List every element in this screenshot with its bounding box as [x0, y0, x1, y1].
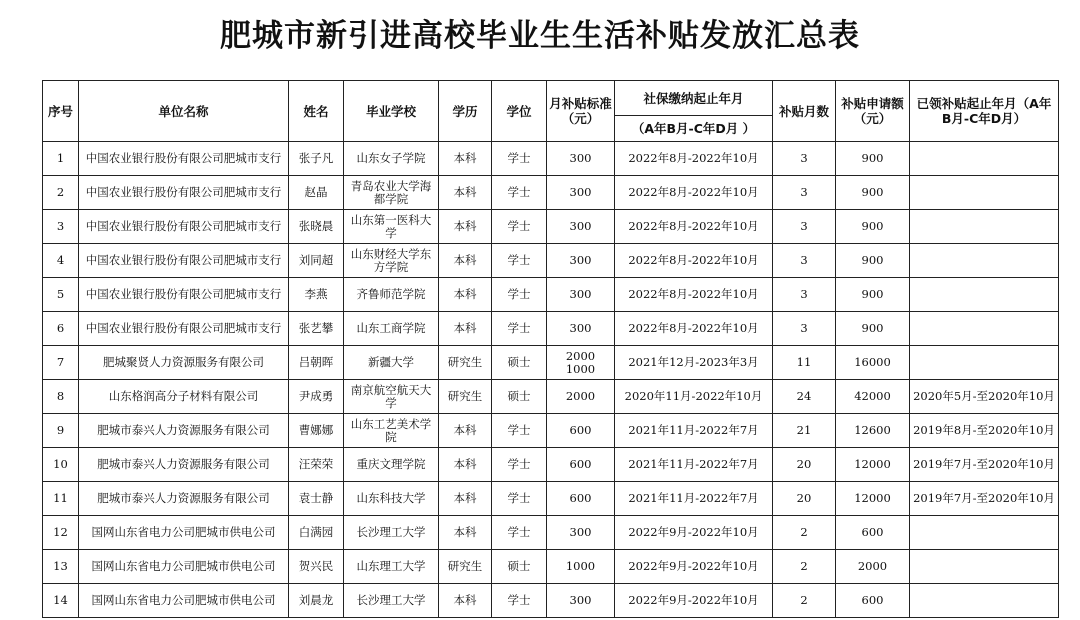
cell-school: 山东科技大学 — [344, 482, 439, 516]
cell-unit-name: 中国农业银行股份有限公司肥城市支行 — [79, 176, 289, 210]
cell-degree: 学士 — [492, 142, 547, 176]
cell-social-period: 2021年12月-2023年3月 — [615, 346, 773, 380]
cell-unit-name: 中国农业银行股份有限公司肥城市支行 — [79, 278, 289, 312]
cell-degree: 学士 — [492, 210, 547, 244]
cell-seq: 13 — [43, 550, 79, 584]
cell-education: 本科 — [439, 312, 492, 346]
cell-amount: 900 — [836, 312, 910, 346]
cell-months: 2 — [773, 516, 836, 550]
cell-education: 研究生 — [439, 550, 492, 584]
cell-social-period: 2021年11月-2022年7月 — [615, 482, 773, 516]
table-row — [43, 142, 1059, 176]
table-row — [43, 414, 1059, 448]
header-name: 姓名 — [289, 81, 344, 142]
cell-monthly-standard: 1000 — [547, 550, 615, 584]
cell-social-period: 2020年11月-2022年10月 — [615, 380, 773, 414]
cell-received-period: 2019年8月-至2020年10月 — [910, 414, 1059, 448]
cell-seq: 14 — [43, 584, 79, 618]
cell-school: 长沙理工大学 — [344, 516, 439, 550]
cell-months: 3 — [773, 244, 836, 278]
cell-school: 山东女子学院 — [344, 142, 439, 176]
cell-person-name: 吕朝晖 — [289, 346, 344, 380]
cell-degree: 硕士 — [492, 380, 547, 414]
table-row — [43, 244, 1059, 278]
cell-education: 本科 — [439, 210, 492, 244]
table-row — [43, 210, 1059, 244]
cell-seq: 12 — [43, 516, 79, 550]
cell-unit-name: 肥城聚贤人力资源服务有限公司 — [79, 346, 289, 380]
cell-received-period — [910, 346, 1059, 380]
cell-seq: 11 — [43, 482, 79, 516]
cell-amount: 12000 — [836, 482, 910, 516]
cell-unit-name: 中国农业银行股份有限公司肥城市支行 — [79, 142, 289, 176]
table-row — [43, 380, 1059, 414]
cell-unit-name: 肥城市泰兴人力资源服务有限公司 — [79, 482, 289, 516]
cell-seq: 10 — [43, 448, 79, 482]
cell-education: 研究生 — [439, 346, 492, 380]
cell-social-period: 2022年9月-2022年10月 — [615, 550, 773, 584]
page-title: 肥城市新引进高校毕业生生活补贴发放汇总表 — [220, 18, 860, 54]
header-seq: 序号 — [43, 81, 79, 142]
cell-months: 3 — [773, 210, 836, 244]
cell-education: 本科 — [439, 278, 492, 312]
cell-received-period — [910, 278, 1059, 312]
table-row — [43, 278, 1059, 312]
cell-amount: 900 — [836, 278, 910, 312]
table-row — [43, 176, 1059, 210]
cell-degree: 硕士 — [492, 550, 547, 584]
cell-person-name: 张子凡 — [289, 142, 344, 176]
cell-amount: 900 — [836, 210, 910, 244]
cell-monthly-standard: 300 — [547, 142, 615, 176]
cell-unit-name: 国网山东省电力公司肥城市供电公司 — [79, 516, 289, 550]
cell-monthly-standard: 300 — [547, 516, 615, 550]
cell-degree: 学士 — [492, 482, 547, 516]
cell-received-period — [910, 516, 1059, 550]
cell-person-name: 李燕 — [289, 278, 344, 312]
cell-person-name: 曹娜娜 — [289, 414, 344, 448]
cell-months: 20 — [773, 482, 836, 516]
cell-unit-name: 肥城市泰兴人力资源服务有限公司 — [79, 414, 289, 448]
cell-degree: 学士 — [492, 278, 547, 312]
header-amount: 补贴申请额（元） — [836, 81, 910, 142]
cell-school: 山东财经大学东方学院 — [344, 244, 439, 278]
cell-school: 重庆文理学院 — [344, 448, 439, 482]
cell-unit-name: 中国农业银行股份有限公司肥城市支行 — [79, 210, 289, 244]
header-standard: 月补贴标准（元） — [547, 81, 615, 142]
cell-school: 青岛农业大学海都学院 — [344, 176, 439, 210]
table-row — [43, 516, 1059, 550]
cell-education: 本科 — [439, 448, 492, 482]
cell-unit-name: 中国农业银行股份有限公司肥城市支行 — [79, 244, 289, 278]
table-row — [43, 448, 1059, 482]
header-social-format: （A年B月-C年D月 ） — [615, 116, 773, 142]
cell-social-period: 2022年9月-2022年10月 — [615, 584, 773, 618]
cell-education: 本科 — [439, 244, 492, 278]
subsidy-table — [42, 80, 1059, 618]
cell-unit-name: 中国农业银行股份有限公司肥城市支行 — [79, 312, 289, 346]
cell-monthly-standard: 600 — [547, 482, 615, 516]
cell-unit-name: 国网山东省电力公司肥城市供电公司 — [79, 584, 289, 618]
cell-person-name: 赵晶 — [289, 176, 344, 210]
cell-unit-name: 山东格润高分子材料有限公司 — [79, 380, 289, 414]
cell-amount: 12600 — [836, 414, 910, 448]
cell-social-period: 2021年11月-2022年7月 — [615, 448, 773, 482]
cell-amount: 900 — [836, 176, 910, 210]
cell-person-name: 张艺攀 — [289, 312, 344, 346]
cell-months: 2 — [773, 584, 836, 618]
cell-months: 21 — [773, 414, 836, 448]
cell-degree: 学士 — [492, 516, 547, 550]
cell-person-name: 贺兴民 — [289, 550, 344, 584]
cell-degree: 学士 — [492, 414, 547, 448]
header-received: 已领补贴起止年月（A年B月-C年D月） — [910, 81, 1059, 142]
cell-seq: 3 — [43, 210, 79, 244]
cell-received-period — [910, 142, 1059, 176]
cell-degree: 学士 — [492, 244, 547, 278]
cell-months: 11 — [773, 346, 836, 380]
cell-monthly-standard: 300 — [547, 278, 615, 312]
cell-monthly-standard: 300 — [547, 312, 615, 346]
table-row — [43, 482, 1059, 516]
cell-received-period — [910, 210, 1059, 244]
header-school: 毕业学校 — [344, 81, 439, 142]
cell-seq: 5 — [43, 278, 79, 312]
cell-months: 3 — [773, 176, 836, 210]
cell-education: 本科 — [439, 584, 492, 618]
cell-degree: 学士 — [492, 448, 547, 482]
cell-monthly-standard: 600 — [547, 448, 615, 482]
cell-social-period: 2022年9月-2022年10月 — [615, 516, 773, 550]
cell-monthly-standard: 300 — [547, 176, 615, 210]
cell-school: 山东工商学院 — [344, 312, 439, 346]
cell-received-period: 2019年7月-至2020年10月 — [910, 448, 1059, 482]
cell-amount: 900 — [836, 142, 910, 176]
cell-received-period — [910, 176, 1059, 210]
cell-school: 新疆大学 — [344, 346, 439, 380]
header-unit: 单位名称 — [79, 81, 289, 142]
cell-unit-name: 肥城市泰兴人力资源服务有限公司 — [79, 448, 289, 482]
cell-monthly-standard: 2000 — [547, 380, 615, 414]
cell-degree: 学士 — [492, 312, 547, 346]
cell-months: 3 — [773, 278, 836, 312]
cell-person-name: 白满园 — [289, 516, 344, 550]
cell-education: 研究生 — [439, 380, 492, 414]
cell-person-name: 尹成勇 — [289, 380, 344, 414]
cell-seq: 8 — [43, 380, 79, 414]
cell-social-period: 2022年8月-2022年10月 — [615, 142, 773, 176]
cell-degree: 学士 — [492, 176, 547, 210]
cell-unit-name: 国网山东省电力公司肥城市供电公司 — [79, 550, 289, 584]
cell-social-period: 2022年8月-2022年10月 — [615, 176, 773, 210]
cell-seq: 7 — [43, 346, 79, 380]
cell-received-period: 2019年7月-至2020年10月 — [910, 482, 1059, 516]
cell-seq: 9 — [43, 414, 79, 448]
header-months: 补贴月数 — [773, 81, 836, 142]
cell-education: 本科 — [439, 142, 492, 176]
cell-months: 3 — [773, 312, 836, 346]
header-social: 社保缴纳起止年月 — [615, 81, 773, 116]
cell-seq: 2 — [43, 176, 79, 210]
cell-education: 本科 — [439, 516, 492, 550]
header-degree: 学位 — [492, 81, 547, 142]
cell-seq: 4 — [43, 244, 79, 278]
cell-school: 南京航空航天大学 — [344, 380, 439, 414]
cell-amount: 900 — [836, 244, 910, 278]
cell-person-name: 汪荣荣 — [289, 448, 344, 482]
cell-degree: 硕士 — [492, 346, 547, 380]
cell-received-period — [910, 550, 1059, 584]
cell-months: 24 — [773, 380, 836, 414]
cell-months: 3 — [773, 142, 836, 176]
cell-monthly-standard: 300 — [547, 584, 615, 618]
cell-school: 长沙理工大学 — [344, 584, 439, 618]
cell-social-period: 2022年8月-2022年10月 — [615, 312, 773, 346]
cell-received-period: 2020年5月-至2020年10月 — [910, 380, 1059, 414]
cell-monthly-standard: 600 — [547, 414, 615, 448]
cell-amount: 12000 — [836, 448, 910, 482]
cell-amount: 42000 — [836, 380, 910, 414]
cell-amount: 600 — [836, 584, 910, 618]
cell-social-period: 2021年11月-2022年7月 — [615, 414, 773, 448]
cell-amount: 2000 — [836, 550, 910, 584]
cell-monthly-standard: 300 — [547, 210, 615, 244]
cell-months: 2 — [773, 550, 836, 584]
cell-months: 20 — [773, 448, 836, 482]
cell-seq: 6 — [43, 312, 79, 346]
cell-school: 山东理工大学 — [344, 550, 439, 584]
cell-amount: 600 — [836, 516, 910, 550]
cell-education: 本科 — [439, 176, 492, 210]
cell-degree: 学士 — [492, 584, 547, 618]
cell-school: 山东第一医科大学 — [344, 210, 439, 244]
cell-social-period: 2022年8月-2022年10月 — [615, 244, 773, 278]
cell-education: 本科 — [439, 482, 492, 516]
cell-school: 齐鲁师范学院 — [344, 278, 439, 312]
cell-school: 山东工艺美术学院 — [344, 414, 439, 448]
cell-received-period — [910, 312, 1059, 346]
table-body — [43, 142, 1059, 618]
cell-received-period — [910, 584, 1059, 618]
cell-person-name: 刘晨龙 — [289, 584, 344, 618]
header-edu: 学历 — [439, 81, 492, 142]
cell-person-name: 张晓晨 — [289, 210, 344, 244]
cell-education: 本科 — [439, 414, 492, 448]
cell-person-name: 袁士静 — [289, 482, 344, 516]
table-row — [43, 346, 1059, 380]
cell-received-period — [910, 244, 1059, 278]
cell-monthly-standard: 300 — [547, 244, 615, 278]
cell-social-period: 2022年8月-2022年10月 — [615, 278, 773, 312]
cell-seq: 1 — [43, 142, 79, 176]
cell-social-period: 2022年8月-2022年10月 — [615, 210, 773, 244]
table-row — [43, 550, 1059, 584]
cell-monthly-standard: 2000 1000 — [547, 346, 615, 380]
cell-person-name: 刘同超 — [289, 244, 344, 278]
table-row — [43, 584, 1059, 618]
table-row — [43, 312, 1059, 346]
cell-amount: 16000 — [836, 346, 910, 380]
